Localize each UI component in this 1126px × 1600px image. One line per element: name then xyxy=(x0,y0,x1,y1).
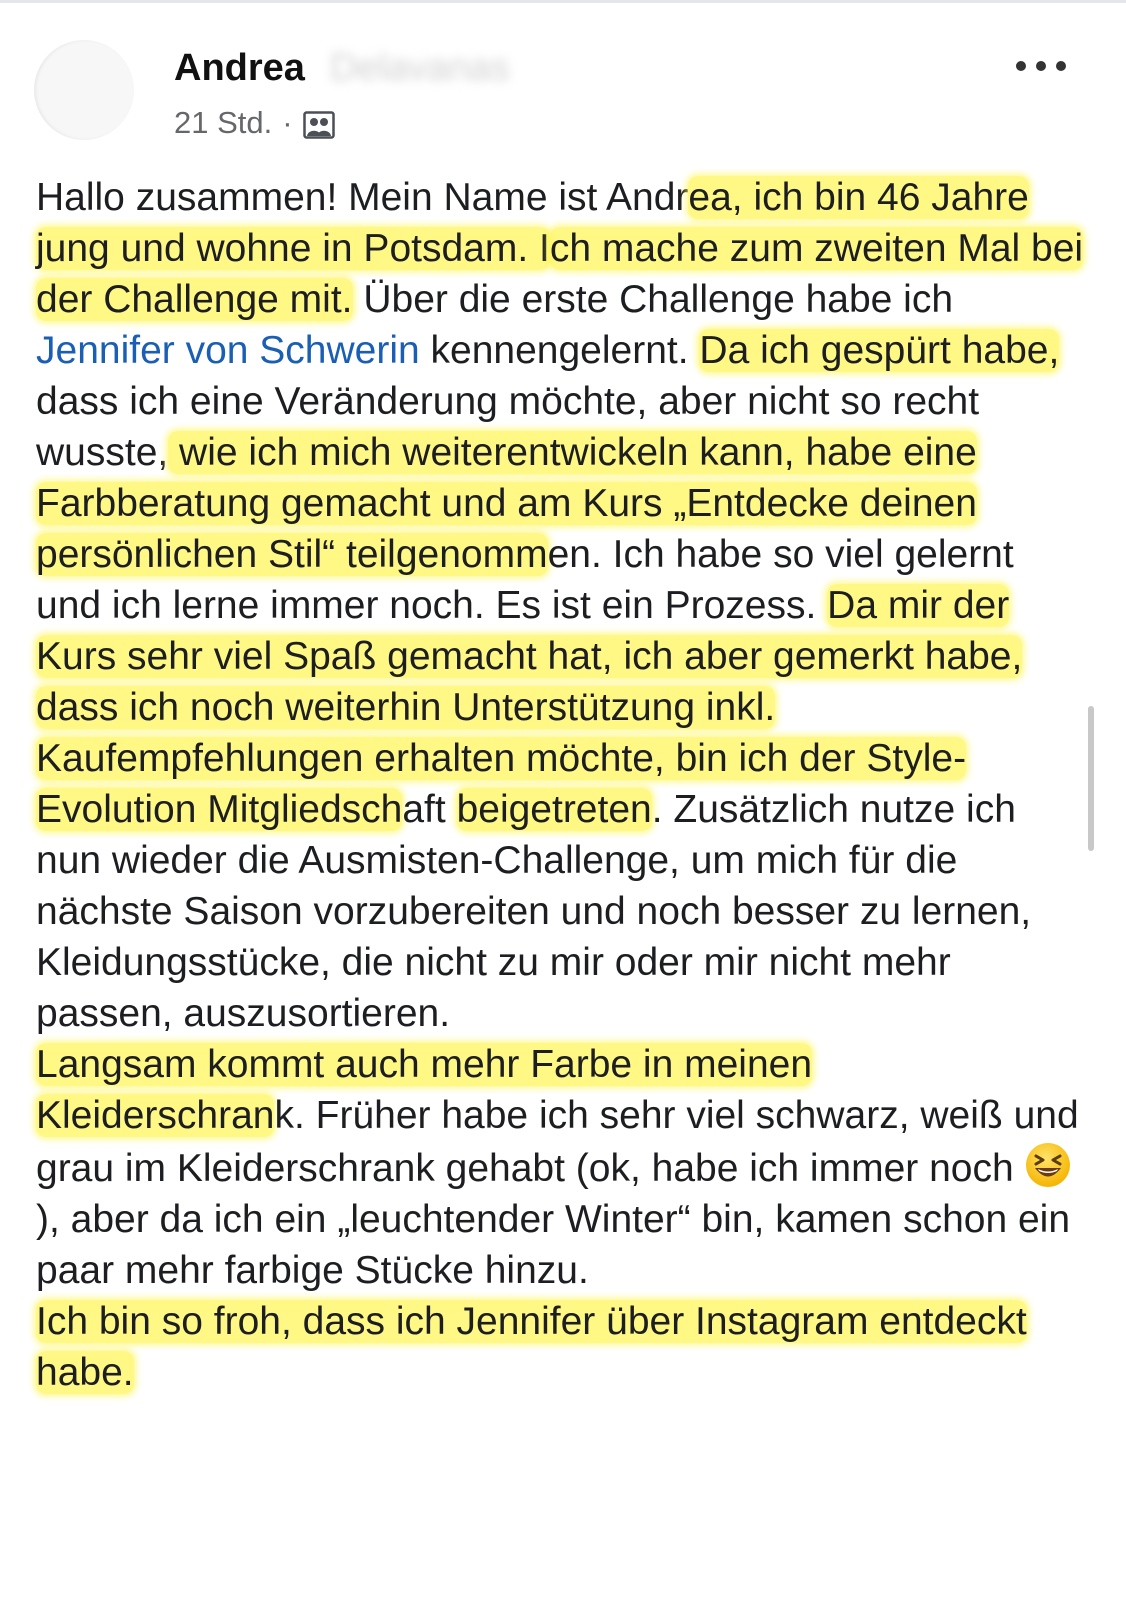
mention-link[interactable]: Jennifer von Schwerin xyxy=(36,329,420,372)
post-text: dass ich eine Veränderung möchte, aber nicht so recht wusste, xyxy=(36,380,980,474)
group-icon[interactable] xyxy=(303,109,335,137)
highlighted-text: ea, ich bin 46 Jahre jung und wohne in Potsdam. I xyxy=(36,176,1029,270)
author-lastname-blurred[interactable]: Delavanas xyxy=(330,47,510,89)
top-divider xyxy=(0,0,1126,3)
highlighted-text: beigetreten xyxy=(456,788,652,831)
more-dots-icon[interactable] xyxy=(1016,54,1066,78)
scrollbar[interactable] xyxy=(1088,706,1094,851)
laughing-squint-emoji-icon xyxy=(1024,1141,1072,1189)
highlighted-text: Da mir der Kurs sehr viel Spaß gemacht hat, ich aber gemerkt habe, dass ich noch weiterhin Unterstützung inkl. Kaufempfehlungen erhalten möchte, bin ich der Style-Evolution Mitgliedsch xyxy=(36,584,1023,831)
post-text: k. Früher habe ich sehr viel schwarz, weiß und grau im Kleiderschrank gehabt (ok, habe ich immer noch xyxy=(36,1094,1079,1190)
post-meta xyxy=(174,103,335,143)
post-paragraph-3 xyxy=(36,1296,1086,1398)
highlighted-text: wie ich mich weiterentwickeln kann, habe eine Farbberatung gemacht und am Kurs „Entdecke deinen persönlichen Stil“ teilgenomm xyxy=(36,431,977,576)
post-timestamp[interactable]: 21 Std. xyxy=(174,105,273,140)
highlighted-text: Langsam kommt auch mehr Farbe in meinen Kleiderschran xyxy=(36,1043,813,1137)
post-text: kennengelernt. xyxy=(419,329,700,372)
post-text: Über die erste Challenge habe ich xyxy=(352,278,954,321)
post-paragraph-1 xyxy=(36,172,1086,1039)
highlighted-text: Da ich gespürt habe, xyxy=(699,329,1060,372)
post-text: aft xyxy=(402,788,457,831)
post-text: Hallo zusammen! Mein Name ist Andr xyxy=(36,176,689,219)
post-text: en. Ich habe so viel gelernt und ich lerne immer noch. Es ist ein Prozess. xyxy=(36,533,1014,627)
post-text: ), aber da ich ein „leuchtender Winter“ bin, kamen schon ein paar mehr farbige Stücke hinzu. xyxy=(36,1198,1071,1292)
post-paragraph-2 xyxy=(36,1039,1086,1296)
author-name[interactable]: Andrea xyxy=(174,47,305,89)
meta-separator: · xyxy=(282,105,293,140)
highlighted-text: ch mache zum zweiten Mal bei der Challenge mit. xyxy=(36,227,1084,321)
post-text: . Zusätzlich nutze ich nun wieder die Ausmisten-Challenge, um mich für die nächste Saison vorzubereiten und noch besser zu lernen, Kleidungsstücke, die nicht zu mir oder mir nicht mehr passen, auszusortieren. xyxy=(36,788,1032,1035)
post-body xyxy=(36,172,1086,1398)
author-avatar[interactable] xyxy=(34,40,134,140)
highlighted-text: Ich bin so froh, dass ich Jennifer über Instagram entdeckt habe. xyxy=(36,1300,1027,1394)
